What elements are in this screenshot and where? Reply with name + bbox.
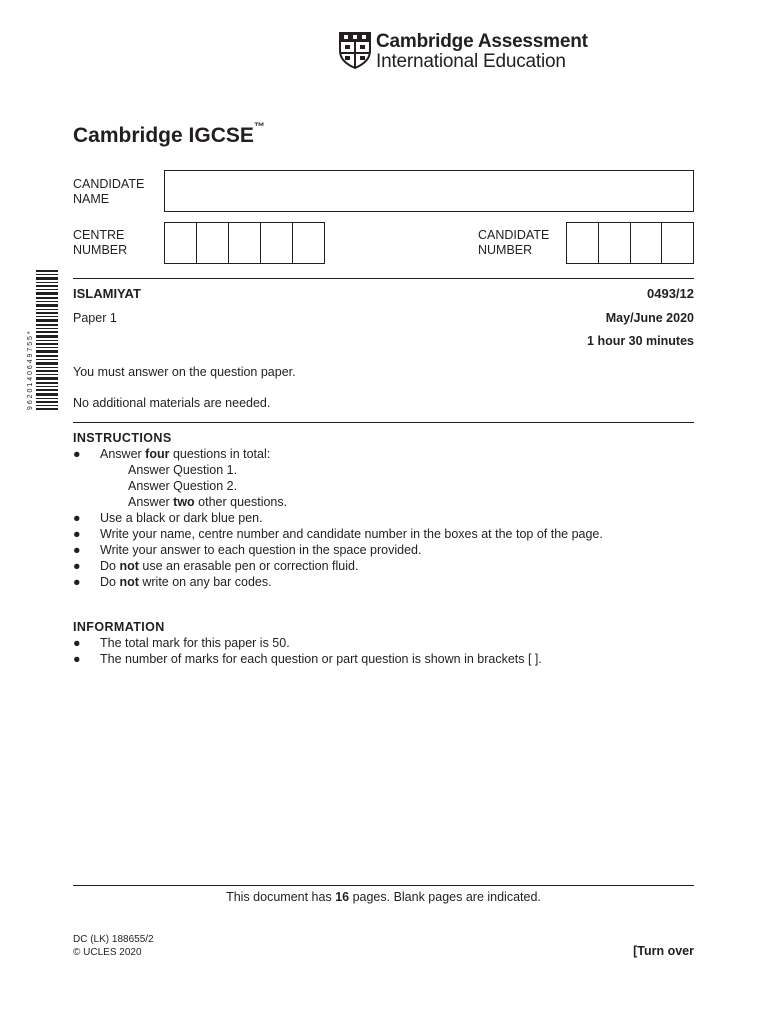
bullet-icon: ● (73, 652, 81, 666)
information-heading: INFORMATION (73, 620, 165, 634)
bullet-icon: ● (73, 511, 81, 525)
paper-code: 0493/12 (647, 286, 694, 301)
candidate-name-field[interactable] (164, 170, 694, 212)
university-crest-icon (338, 31, 372, 69)
paper-number: Paper 1 (73, 311, 117, 325)
divider-footer (73, 885, 694, 886)
list-item: ● Do not write on any bar codes. (73, 575, 272, 589)
barcode-bars-icon (36, 270, 58, 410)
candidate-name-label: CANDIDATE NAME (73, 177, 145, 206)
divider-top (73, 278, 694, 279)
list-item: ● Do not use an erasable pen or correction fluid. (73, 559, 359, 573)
list-item: ● Answer four questions in total: (73, 447, 271, 461)
logo-line2: International Education (376, 51, 566, 72)
list-subitem: Answer Question 1. (128, 463, 238, 477)
subject-name: ISLAMIYAT (73, 286, 141, 301)
barcode-digits: 9 6 2 0 1 4 0 6 4 9 7 5 5 * (27, 331, 34, 410)
exam-session: May/June 2020 (605, 311, 694, 325)
list-subitem: Answer Question 2. (128, 479, 238, 493)
bullet-icon: ● (73, 543, 81, 557)
instructions-section (73, 430, 603, 590)
page-title: Cambridge IGCSE™ (73, 121, 265, 147)
list-item: ● The total mark for this paper is 50. (73, 636, 290, 650)
barcode (26, 270, 60, 410)
answer-note: You must answer on the question paper. (73, 365, 296, 379)
information-section (73, 619, 542, 667)
bullet-icon: ● (73, 527, 81, 541)
instructions-heading: INSTRUCTIONS (73, 431, 172, 445)
bullet-icon: ● (73, 636, 81, 650)
candidate-number-field[interactable] (566, 222, 694, 264)
page-count-note: This document has 16 pages. Blank pages are indicated. (226, 890, 541, 904)
exam-duration: 1 hour 30 minutes (587, 334, 694, 348)
candidate-number-label: CANDIDATE NUMBER (478, 228, 550, 257)
list-subitem: Answer two other questions. (128, 495, 288, 509)
list-item: ● Write your answer to each question in the space provided. (73, 543, 422, 557)
list-item: ● Write your name, centre number and candidate number in the boxes at the top of the page. (73, 527, 603, 541)
bullet-icon: ● (73, 575, 81, 589)
trademark: ™ (253, 121, 265, 133)
centre-number-field[interactable] (164, 222, 325, 264)
bullet-icon: ● (73, 559, 81, 573)
turn-over-label: [Turn over (633, 944, 694, 958)
list-item: ● Use a black or dark blue pen. (73, 511, 263, 525)
bullet-icon: ● (73, 447, 81, 461)
centre-number-label: CENTRE NUMBER (73, 228, 128, 257)
logo-line1: Cambridge Assessment (376, 31, 588, 52)
materials-note: No additional materials are needed. (73, 396, 271, 410)
divider-middle (73, 422, 694, 423)
document-reference: DC (LK) 188655/2 © UCLES 2020 (73, 934, 154, 958)
list-item: ● The number of marks for each question or part question is shown in brackets [ ]. (73, 652, 542, 666)
